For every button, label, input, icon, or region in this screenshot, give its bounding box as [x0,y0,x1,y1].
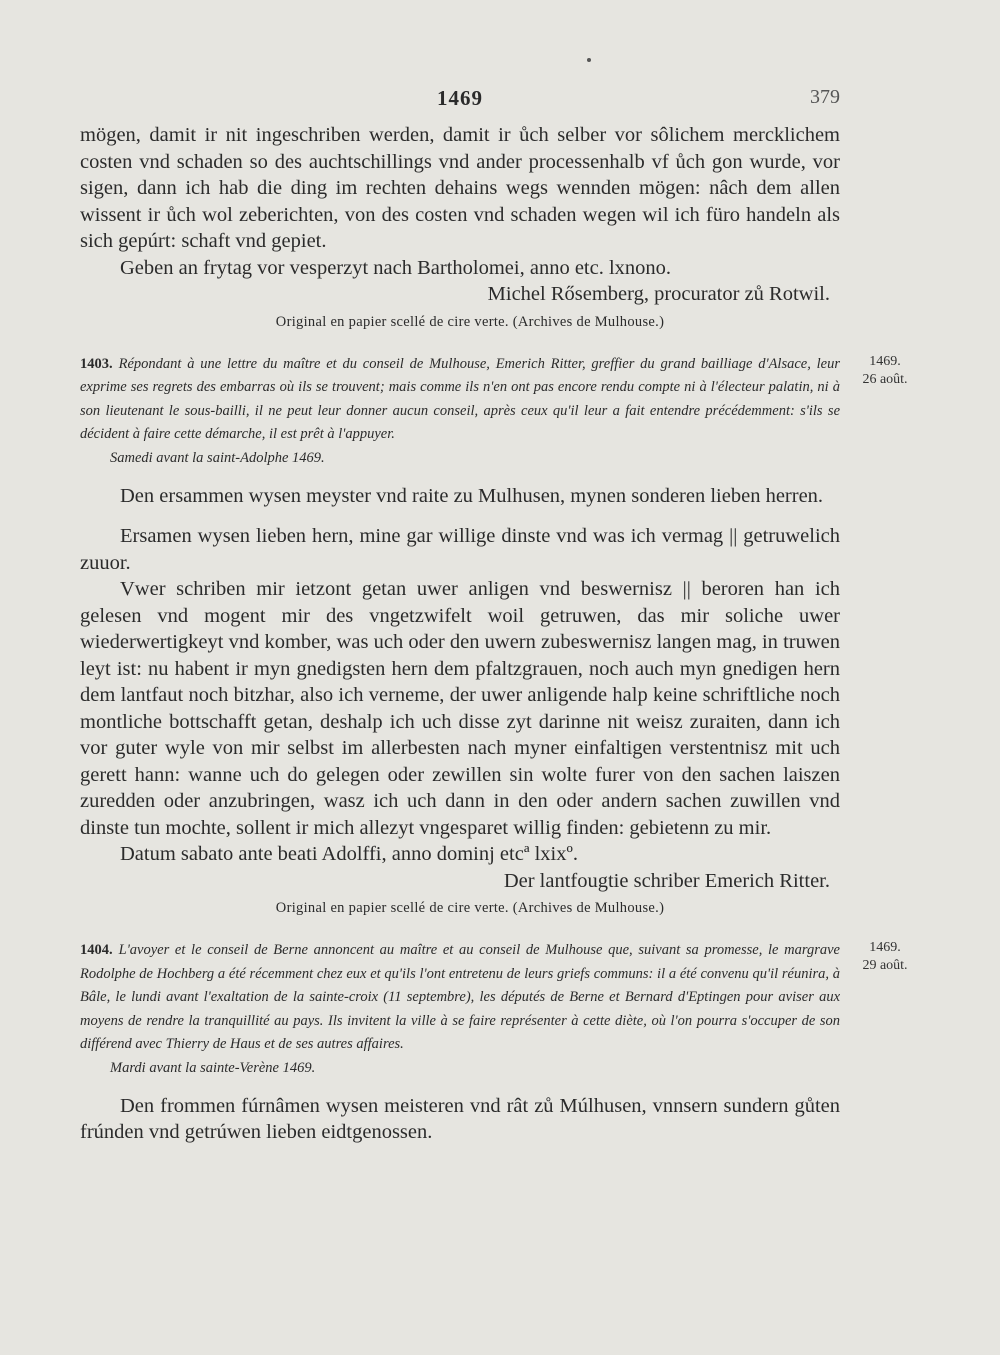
entry-1404-number: 1404. [80,942,113,958]
letter-dating: Geben an frytag vor vesperzyt nach Bartholomei, anno etc. lxnono. [120,256,672,279]
entry-1404-margin-year: 1469. [869,940,901,955]
entry-1404-margin-date [845,939,925,975]
running-year: 1469 [437,86,483,110]
entry-1404-margin-day: 29 août. [862,958,908,973]
entry-1403-dating: Datum sabato ante beati Adolffi, anno dominj etcª lxixº. [120,843,578,865]
source-note: Original en papier scellé de cire verte. (Archives de Mulhouse.) [275,313,665,330]
entry-1403-summary [80,353,908,447]
letter-continuation: mögen, damit ir nit ingeschriben werden, damit ir ůch selber vor sôlichem mercklichem costen vnd schaden so des auchtschillings vnd ander processenhalb vf ůch gon wurde, vor sigen, dann ich hab die ding im rechten dehains wegs wennden mögen: nâch dem allen wissent ir ůch wol zeberichten, von des costen vnd schaden wegen wil ich füro handeln als sich gepúrt: schaft vnd gepiet. [80,124,840,252]
page-body [80,122,908,1146]
entry-1403-margin-day: 26 août. [862,371,908,387]
entry-1404-address: Den frommen fúrnâmen wysen meisteren vnd rât zů Múlhusen, vnnsern sundern gůten frúnden vnd getrúwen lieben eidtgenossen. [80,1094,840,1143]
entry-1404-date: Mardi avant la sainte-Verène 1469. [110,1059,316,1076]
entry-1403-body: Vwer schriben mir ietzont getan uwer anligen vnd beswernisz || beroren han ich gelesen vnd mogent mir des vngetzwifelt woil getruwen, das mir soliche uwer wiederwertigkeyt vnd komber, was uch oder den uwern zubeswernisz langen mag, in truwen leyt ist: nu habent ir myn gnedigsten hern dem pfaltzgrauen, noch auch myn gnedigen hern dem lantfaut noch bitzhar, also ich verneme, der uwer anligende halp keine schriftliche noch montliche bottschafft getan, deshalp ich uch disse zyt darinne nit weisz zuraiten, dann ich vor guter wyle von mir selbst im allerbesten nach myner einfaltigen verstentnisz mit uch gerett hann: wanne uch do gelegen oder zewillen sin wolte furer von den sachen laiszen zuredden oder anzubringen, wasz ich uch dann in den oder andern sachen zuwillen vnd dinste tun mochte, sollent ir mich allezyt vngesparet willig finden: gebietenn zu mir. [80,578,840,839]
entry-1403-margin-date [845,353,925,389]
entry-1403-address: Den ersammen wysen meyster vnd raite zu Mulhusen, mynen sonderen lieben herren. [120,484,824,507]
entry-1403-date: Samedi avant la saint-Adolphe 1469. [110,449,325,466]
letter-signature: Michel Rősemberg, procurator zů Rotwil. [487,283,830,305]
entry-1403-margin-year: 1469. [869,353,901,369]
entry-1404-summary [80,939,908,1057]
entry-1403-number: 1403. [80,355,113,372]
entry-1404-summary-text: L'avoyer et le conseil de Berne annoncent au maître et au conseil de Mulhouse que, suivant sa promesse, le margrave Rodolphe de Hochberg a été récemment chez eux et qu'ils l'ont entretenu de leurs griefs communs: il a été convenu qu'il réunira, à Bâle, le lundi avant l'exaltation de la sainte-croix (11 septembre), les députés de Berne et Bernard d'Eptingen pour aviser aux moyens de rendre la tranquillité au pays. Ils invitent la ville à se faire représenter à cette diète, où l'on pourra s'occuper de son différend avec Thierry de Haus et de ses autres affaires. [80,942,840,1052]
entry-1403-signature: Der lantfougtie schriber Emerich Ritter. [503,869,830,892]
page-number: 379 [810,86,840,108]
ink-dot [587,58,591,62]
page-header [80,86,840,116]
entry-1403-source: Original en papier scellé de cire verte. (Archives de Mulhouse.) [275,900,665,916]
entry-1403-greeting: Ersamen wysen lieben hern, mine gar willige dinste vnd was ich vermag || getruwelich zuuor. [80,525,840,574]
entry-1403-summary-text: Répondant à une lettre du maître et du conseil de Mulhouse, Emerich Ritter, greffier du grand bailliage d'Alsace, leur exprime ses regrets des embarras où ils se trouvent; mais comme ils n'en ont pas encore rendu compte ni à l'électeur palatin, ni à son lieutenant le sous-bailli, il ne peut leur donner aucun conseil, après ceux qu'il leur a fait entendre précédemment: s'ils se décident à faire cette démarche, il est prêt à l'appuyer. [80,355,840,442]
